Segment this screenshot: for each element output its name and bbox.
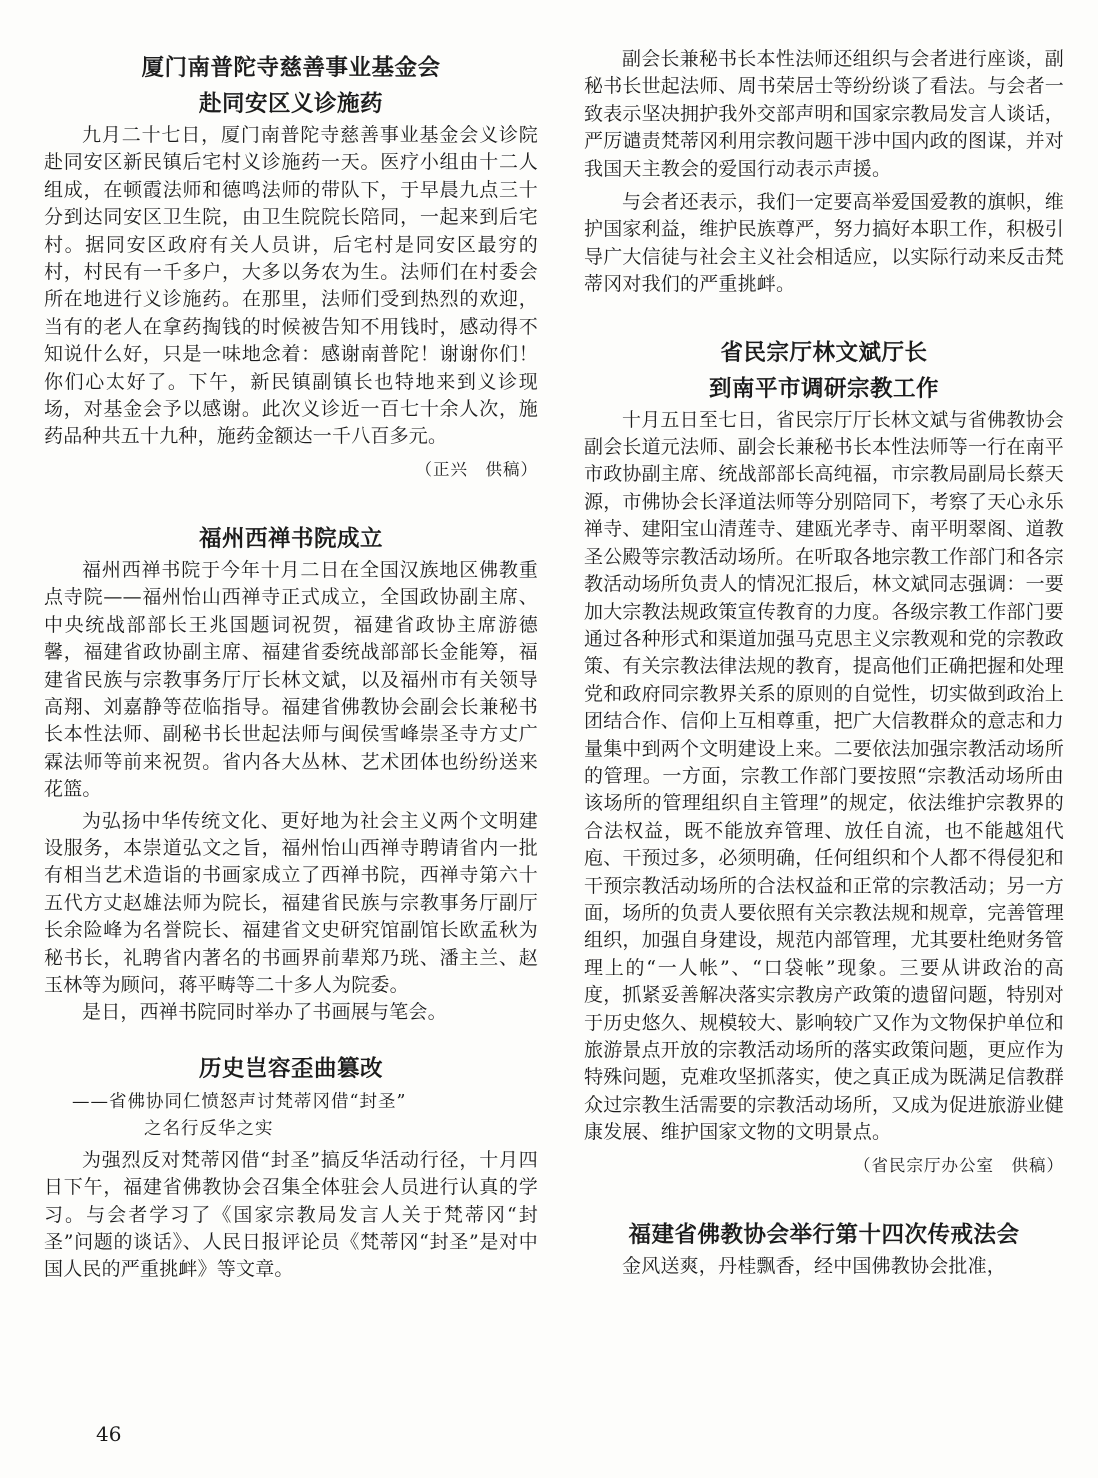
article-vatican-protest-continued — [584, 46, 1064, 299]
article-nanputuo-clinic — [44, 50, 538, 485]
article-paragraph: 为强烈反对梵蒂冈借“封圣”搞反华活动行径，十月四日下午，福建省佛教协会召集全体驻会人员进行认真的学习。与会者学习了《国家宗教局发言人关于梵蒂冈“封圣”问题的谈话》、人民日报评论员《梵蒂冈“封圣”是对中国人民的严重挑衅》等文章。 — [44, 1148, 538, 1281]
article-paragraph: 福州西禅书院于今年十月二日在全国汉族地区佛教重点寺院——福州怡山西禅寺正式成立，全国政协副主席、中央统战部部长王兆国题词祝贺，福建省政协主席游德馨，福建省政协副主席、福建省委统战部部长金能筹，福建省民族与宗教事务厅厅长林文斌，以及福州市有关领导高翔、刘嘉静等莅临指导。福建省佛教协会副会长兼秘书长本性法师、副秘书长世起法师与闽侯雪峰崇圣寺方丈广霖法师等前来祝贺。省内各大丛林、艺术团体也纷纷送来花篮。 — [44, 558, 538, 801]
article-paragraph: 与会者还表示，我们一定要高举爱国爱教的旗帜，维护国家利益，维护民族尊严，努力搞好本职工作，积极引导广大信徒与社会主义社会相适应，以实际行动来反击梵蒂冈对我们的严重挑衅。 — [584, 191, 1065, 296]
spacer — [44, 485, 538, 521]
article-title — [584, 335, 1064, 407]
article-vatican-protest — [44, 1051, 538, 1284]
article-paragraph: 是日，西禅书院同时举办了书画展与笔会。 — [82, 1001, 447, 1024]
article-subtitle-line: ——省佛协同仁愤怒声讨梵蒂冈借“封圣” — [72, 1091, 407, 1112]
article-credit: （省民宗厅办公室 供稿） — [854, 1155, 1064, 1175]
article-title — [44, 521, 538, 557]
title-line: 福建省佛教协会举行第十四次传戒法会 — [628, 1221, 1020, 1248]
title-line: 省民宗厅林文斌厅长 — [720, 339, 928, 366]
article-paragraph: 副会长兼秘书长本性法师还组织与会者进行座谈，副秘书长世起法师、周书荣居士等纷纷谈了看法。与会者一致表示坚决拥护我外交部声明和国家宗教局发言人谈话，严厉谴责梵蒂冈利用宗教问题干涉中国内政的图谋，并对我国天主教会的爱国行动表示声援。 — [584, 48, 1065, 180]
left-column — [44, 44, 538, 1284]
article-paragraph: 金风送爽，丹桂飘香，经中国佛教协会批准， — [622, 1254, 1007, 1277]
article-subtitle-line: 之名行反华之实 — [144, 1118, 274, 1139]
article-xichan-academy — [44, 521, 538, 1027]
title-line: 福州西禅书院成立 — [198, 525, 383, 552]
spacer — [44, 1027, 538, 1051]
article-paragraph: 为弘扬中华传统文化、更好地为社会主义两个文明建设服务，本崇道弘文之旨，福州怡山西禅寺聘请省内一批有相当艺术造诣的书画家成立了西禅书院，西禅寺第六十五代方丈赵雄法师为院长，福建省民族与宗教事务厅副厅长余险峰为名誉院长、福建省文史研究馆副馆长欧孟秋为秘书长，礼聘省内著名的书画界前辈郑乃珖、潘主兰、赵玉林等为顾问，蒋平畴等二十多人为院委。 — [44, 809, 538, 996]
article-title — [44, 50, 538, 122]
article-paragraph: 十月五日至七日，省民宗厅厅长林文斌与省佛教协会副会长道元法师、副会长兼秘书长本性法师等一行在南平市政协副主席、统战部部长高纯福，市宗教局副局长蔡天源，市佛协会长泽道法师等分别陪同下，考察了天心永乐禅寺、建阳宝山清莲寺、建瓯光孝寺、南平明翠阁、道教圣公殿等宗教活动场所。在听取各地宗教工作部门和各宗教活动场所负责人的情况汇报后，林文斌同志强调：一要加大宗教法规政策宣传教育的力度。各级宗教工作部门要通过各种形式和渠道加强马克思主义宗教观和党的宗教政策、有关宗教法律法规的教育，提高他们正确把握和处理党和政府同宗教界关系的原则的自觉性，切实做到政治上团结合作、信仰上互相尊重，把广大信教群众的意志和力量集中到两个文明建设上来。二要依法加强宗教活动场所的管理。一方面，宗教工作部门要按照“宗教活动场所由该场所的管理组织自主管理”的规定，依法维护宗教界的合法权益，既不能放弃管理、放任自流，也不能越俎代庖、干预过多，必须明确，任何组织和个人都不得侵犯和干预宗教活动场所的合法权益和正常的宗教活动；另一方面，场所的负责人要依照有关宗教法规和规章，完善管理组织，加强自身建设，规范内部管理，尤其要杜绝财务管理上的“一人帐”、“口袋帐”现象。三要从讲政治的高度，抓紧妥善解决落实宗教房产政策的遗留问题，特别对于历史悠久、规模较大、影响较广又作为文物保护单位和旅游景点开放的宗教活动场所的落实政策问题，更应作为特殊问题，克难攻坚抓落实，使之真正成为既满足信教群众过宗教生活需要的宗教活动场所，又成为促进旅游业健康发展、维护国家文物的文明景点。 — [584, 408, 1065, 1144]
spacer — [584, 299, 1064, 335]
title-line: 赴同安区义诊施药 — [198, 91, 383, 117]
title-line: 到南平市调研宗教工作 — [708, 375, 939, 402]
title-line: 厦门南普陀寺慈善事业基金会 — [141, 55, 441, 81]
article-paragraph: 九月二十七日，厦门南普陀寺慈善事业基金会义诊院赴同安区新民镇后宅村义诊施药一天。医疗小组由十二人组成，在顿霞法师和德鸣法师的带队下，于早晨九点三十分到达同安区卫生院，由卫生院院长陪同，一起来到后宅村。据同安区政府有关人员讲，后宅村是同安区最穷的村，村民有一千多户，大多以务农为生。法师们在村委会所在地进行义诊施药。在那里，法师们受到热烈的欢迎，当有的老人在拿药掏钱的时候被告知不用钱时，感动得不知说什么好，只是一味地念着：感谢南普陀！谢谢你们！你们心太好了。下午，新民镇副镇长也特地来到义诊现场，对基金会予以感谢。此次义诊近一百七十余人次，施药品种共五十九种，施药金额达一千八百多元。 — [44, 124, 538, 448]
article-nanping-inspection — [584, 335, 1064, 1181]
article-credit: （正兴 供稿） — [415, 459, 538, 479]
article-title — [584, 1217, 1064, 1253]
article-title — [44, 1051, 538, 1087]
article-ordination-ceremony — [584, 1217, 1064, 1280]
right-column — [584, 44, 1064, 1280]
title-line: 历史岂容歪曲篡改 — [198, 1055, 383, 1082]
spacer — [584, 1181, 1064, 1217]
page-number: 46 — [96, 1422, 122, 1446]
